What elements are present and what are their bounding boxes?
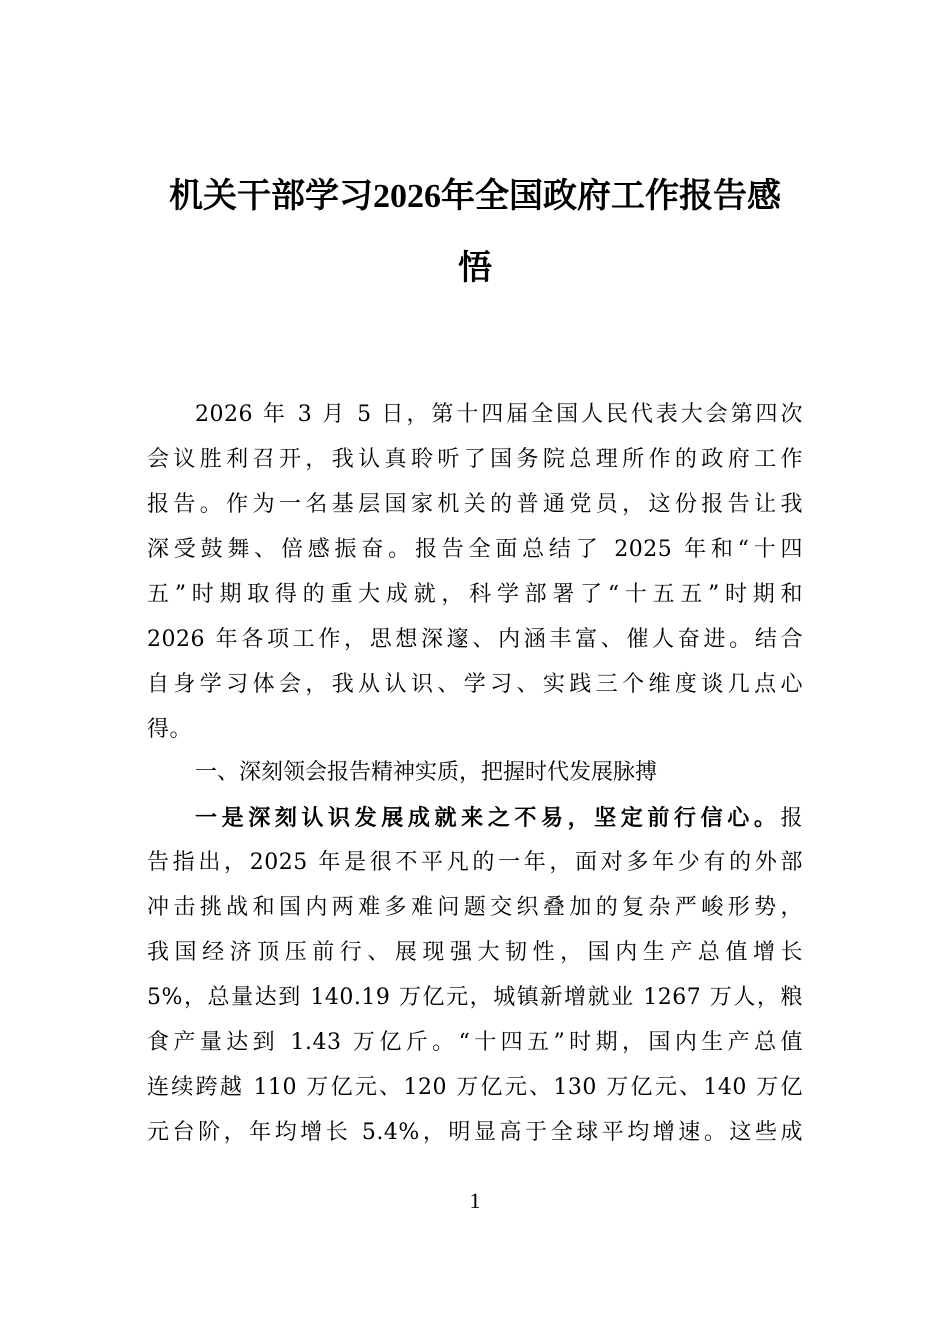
intro-line-5: 五”时期取得的重大成就，科学部署了“十五五”时期和 <box>147 582 803 607</box>
section-1-paragraph-line-5: 5%，总量达到 140.19 万亿元，城镇新增就业 1267 万人，粮 <box>147 985 803 1010</box>
section-heading: 一、深刻领会报告精神实质，把握时代发展脉搏 <box>195 760 658 785</box>
section-1-paragraph-line-4: 我国经济顶压前行、展现强大韧性，国内生产总值增长 <box>147 940 803 965</box>
section-1-paragraph-line-3: 冲击挑战和国内两难多难问题交织叠加的复杂严峻形势， <box>147 895 803 920</box>
intro-line-1: 2026 年 3 月 5 日，第十四届全国人民代表大会第四次 <box>195 402 803 427</box>
section-1-paragraph-line-2: 告指出，2025 年是很不平凡的一年，面对多年少有的外部 <box>147 850 803 875</box>
intro-line-6: 2026 年各项工作，思想深邃、内涵丰富、催人奋进。结合 <box>147 627 803 652</box>
intro-line-7: 自身学习体会，我从认识、学习、实践三个维度谈几点心 <box>147 672 803 697</box>
intro-line-4: 深受鼓舞、倍感振奋。报告全面总结了 2025 年和“十四 <box>147 537 803 562</box>
bold-lead-sentence: 一是深刻认识发展成就来之不易，坚定前行信心。 <box>195 805 781 831</box>
section-1-paragraph-line-7: 连续跨越 110 万亿元、120 万亿元、130 万亿元、140 万亿 <box>147 1075 803 1100</box>
document-title-line-2: 悟 <box>458 250 492 287</box>
section-1-paragraph-line-8: 元台阶，年均增长 5.4%，明显高于全球平均增速。这些成 <box>147 1120 803 1145</box>
section-1-paragraph-line-6: 食产量达到 1.43 万亿斤。“十四五”时期，国内生产总值 <box>147 1030 803 1055</box>
line-1-rest: 报 <box>780 806 803 831</box>
intro-line-8: 得。 <box>147 717 193 742</box>
intro-line-3: 报告。作为一名基层国家机关的普通党员，这份报告让我 <box>147 492 803 517</box>
document-title-line-1: 机关干部学习2026年全国政府工作报告感 <box>169 178 781 215</box>
intro-line-2: 会议胜利召开，我认真聆听了国务院总理所作的政府工作 <box>147 447 803 472</box>
section-1-paragraph-line-1 <box>195 803 803 847</box>
page-number: 1 <box>469 1188 481 1213</box>
